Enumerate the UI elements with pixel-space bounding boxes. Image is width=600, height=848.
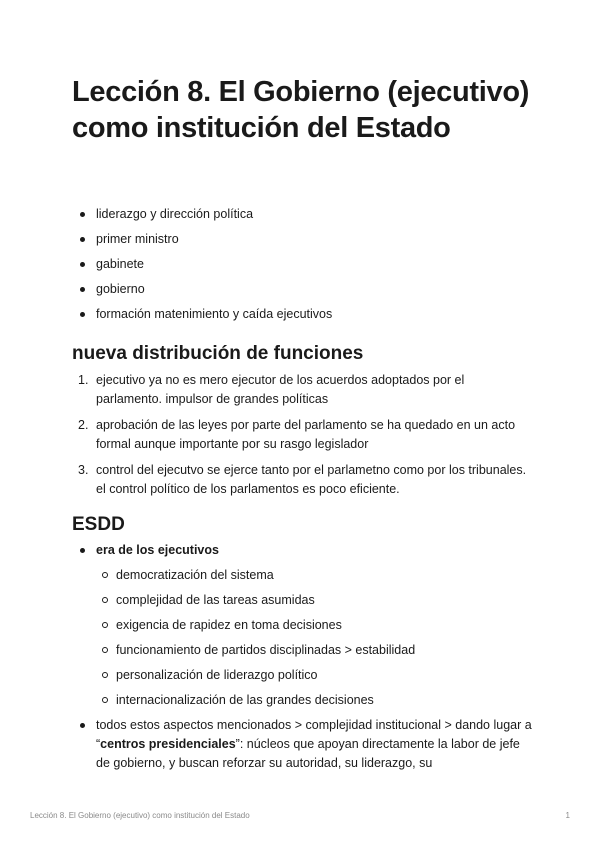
- list-item: todos estos aspectos mencionados > complejidad institucional > dando lugar a “centros presidenciales”: núcleos que apoyan directamente la labor de jefe de gobierno, y buscan reforzar su autoridad, su liderazgo, su: [72, 716, 532, 773]
- circle-bullet-icon: [102, 572, 108, 578]
- bullet-icon: [80, 312, 85, 317]
- bullet-icon: [80, 548, 85, 553]
- esdd-list: [72, 541, 532, 773]
- list-item: exigencia de rapidez en toma decisiones: [72, 616, 532, 635]
- circle-bullet-icon: [102, 622, 108, 628]
- section-heading: ESDD: [72, 514, 125, 535]
- circle-bullet-icon: [102, 672, 108, 678]
- list-item: 3. control del ejecutvo se ejerce tanto por el parlametno como por los tribunales. el control político de los parlamentos es poco eficiente.: [78, 463, 527, 496]
- bullet-icon: [80, 262, 85, 267]
- list-item: democratización del sistema: [72, 566, 532, 585]
- footer-title: Lección 8. El Gobierno (ejecutivo) como institución del Estado: [30, 811, 250, 820]
- list-item: gobierno: [72, 280, 532, 299]
- list-item: era de los ejecutivos: [72, 541, 532, 560]
- bullet-icon: [80, 212, 85, 217]
- circle-bullet-icon: [102, 597, 108, 603]
- section-heading: nueva distribución de funciones: [72, 343, 364, 364]
- page-number: 1: [565, 811, 570, 820]
- sub-list: [72, 566, 532, 710]
- functions-list: [72, 371, 532, 499]
- circle-bullet-icon: [102, 697, 108, 703]
- bullet-icon: [80, 287, 85, 292]
- list-item: complejidad de las tareas asumidas: [72, 591, 532, 610]
- intro-list: [72, 205, 532, 324]
- page-title: Lección 8. El Gobierno (ejecutivo) como institución del Estado: [72, 76, 530, 144]
- list-item: gabinete: [72, 255, 532, 274]
- list-item: funcionamiento de partidos disciplinadas > estabilidad: [72, 641, 532, 660]
- list-item: 1. ejecutivo ya no es mero ejecutor de los acuerdos adoptados por el parlamento. impulsor de grandes políticas: [78, 373, 465, 406]
- list-item: liderazgo y dirección política: [72, 205, 532, 224]
- list-item: primer ministro: [72, 230, 532, 249]
- circle-bullet-icon: [102, 647, 108, 653]
- page-footer: [30, 811, 570, 820]
- list-item: personalización de liderazgo político: [72, 666, 532, 685]
- list-item: internacionalización de las grandes decisiones: [72, 691, 532, 710]
- bullet-icon: [80, 237, 85, 242]
- list-item: 2. aprobación de las leyes por parte del parlamento se ha quedado en un acto formal aunque importante por su rasgo legislador: [78, 418, 516, 451]
- list-item: formación matenimiento y caída ejecutivos: [72, 305, 532, 324]
- bullet-icon: [80, 723, 85, 728]
